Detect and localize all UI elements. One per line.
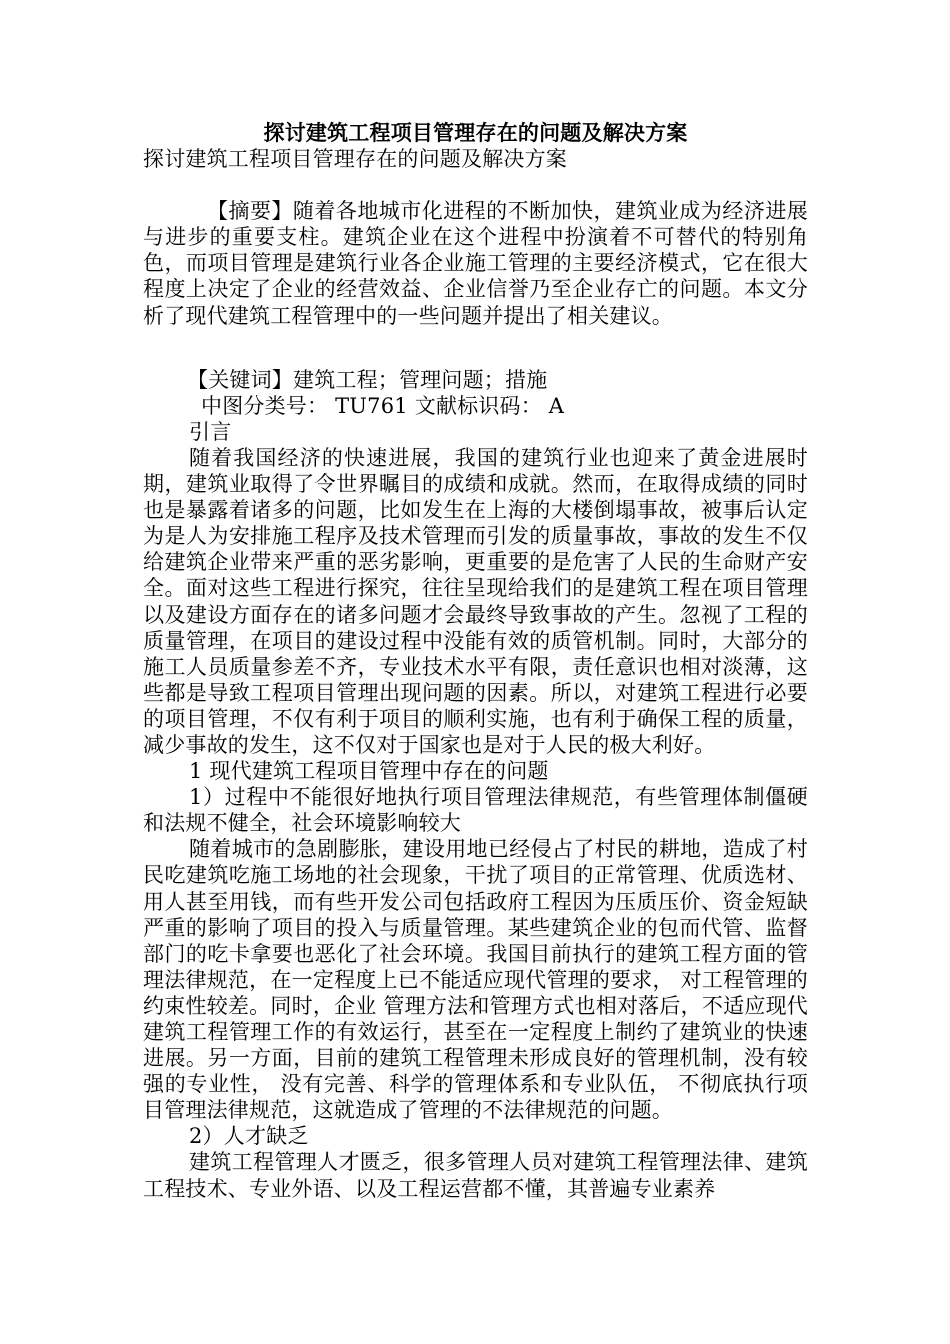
subsection-2-paragraph: 建筑工程管理人才匮乏，很多管理人员对建筑工程管理法律、建筑工程技术、专业外语、以及工程运营都不懂，其普遍专业素养: [143, 1150, 808, 1201]
intro-paragraph: 随着我国经济的快速进展，我国的建筑行业也迎来了黄金进展时期，建筑业取得了令世界瞩目的成绩和成就。然而，在取得成绩的同时也是暴露着诸多的问题，比如发生在上海的大楼倒塌事故，被事后认定为是人为安排施工程序及技术管理而引发的质量事故，事故的发生不仅给建筑企业带来严重的恶劣影响，更重要的是危害了人民的生命财产安全。面对这些工程进行探究，往往呈现给我们的是建筑工程在项目管理以及建设方面存在的诸多问题才会最终导致事故的产生。忽视了工程的质量管理，在项目的建设过程中没能有效的质管机制。同时，大部分的施工人员质量参差不齐，专业技术水平有限，责任意识也相对淡薄，这些都是导致工程项目管理出现问题的因素。所以，对建筑工程进行必要的项目管理，不仅有利于项目的顺利实施，也有利于确保工程的质量，减少事故的发生，这不仅对于国家也是对于人民的极大利好。: [143, 445, 808, 757]
subsection-2-heading: 2）人才缺乏: [189, 1124, 309, 1149]
classification-code-line: 中图分类号： TU761 文献标识码： A: [201, 393, 565, 418]
abstract-paragraph: 【摘要】随着各地城市化进程的不断加快，建筑业成为经济进展与进步的重要支柱。建筑企业在这个进程中扮演着不可替代的特别角色，而项目管理是建筑行业各企业施工管理的主要经济模式，它在很大程度上决定了企业的经营效益、企业信誉乃至企业存亡的问题。本文分析了现代建筑工程管理中的一些问题并提出了相关建议。: [143, 199, 808, 328]
document-page: [143, 120, 808, 1202]
subsection-1-paragraph: 随着城市的急剧膨胀，建设用地已经侵占了村民的耕地，造成了村民吃建筑吃施工场地的社会现象，干扰了项目的正常管理、优质选材、用人甚至用钱，而有些开发公司包括政府工程因为压质压价、资金短缺严重的影响了项目的投入与质量管理。某些建筑企业的包而代管、监督部门的吃卡拿要也恶化了社会环境。我国目前执行的建筑工程方面的管理法律规范，在一定程度上已不能适应现代管理的要求， 对工程管理的约束性较差。同时，企业 管理方法和管理方式也相对落后，不适应现代建筑工程管理工作的有效运行，甚至在一定程度上制约了建筑业的快速进展。另一方面，目前的建筑工程管理未形成良好的管理机制，没有较强的专业性， 没有完善、科学的管理体系和专业队伍， 不彻底执行项目管理法律规范，这就造成了管理的不法律规范的问题。: [143, 837, 808, 1123]
document-subtitle: 探讨建筑工程项目管理存在的问题及解决方案: [143, 147, 567, 172]
subsection-1-heading: 1）过程中不能很好地执行项目管理法律规范，有些管理体制僵硬和法规不健全，社会环境影响较大: [143, 785, 808, 836]
section-1-heading: 1 现代建筑工程项目管理中存在的问题: [189, 759, 549, 784]
keywords-line: 【关键词】建筑工程；管理问题；措施: [187, 367, 548, 392]
intro-heading: 引言: [189, 419, 232, 444]
document-title: 探讨建筑工程项目管理存在的问题及解决方案: [263, 120, 688, 145]
